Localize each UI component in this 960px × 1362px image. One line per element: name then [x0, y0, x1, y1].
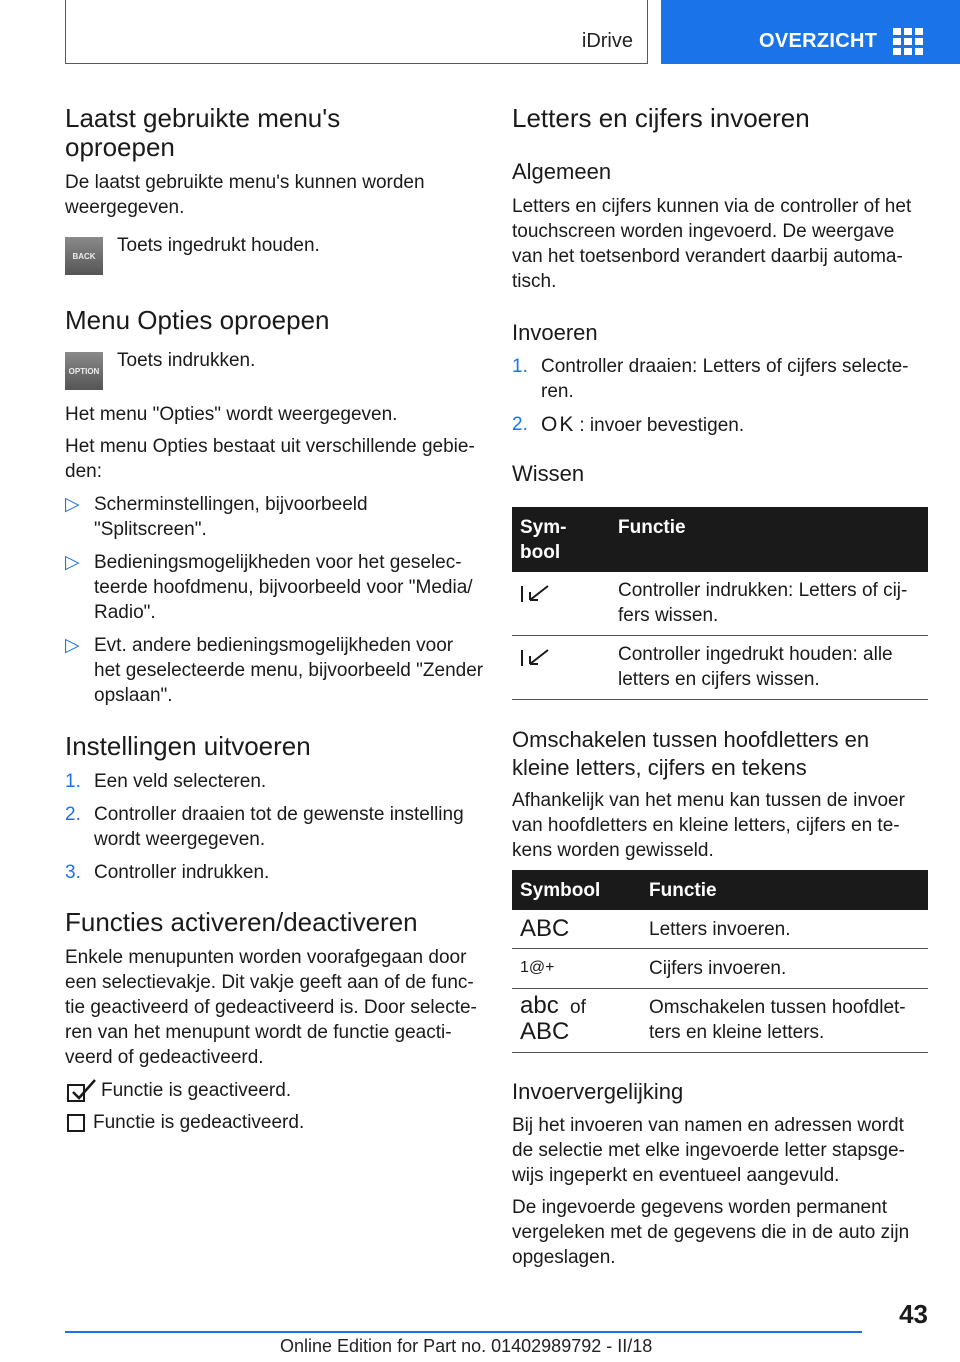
uppercase-symbol: ABC — [520, 915, 570, 942]
edition-text: Online Edition for Part no. 01402989792 - II/18 — [280, 1336, 653, 1356]
comparison-p1: Bij het invoeren van namen en adressen wordt de selectie met elke ingevoerde letter stapsge-wijs ingeperkt en eventueel aangevuld. — [512, 1115, 905, 1186]
table-header: Sym-bool Functie — [512, 507, 928, 572]
general-text: Letters en cijfers kunnen via de controller of het touchscreen worden ingevoerd. De weergave van het toetsenbord verandert daarbij automa-tisch. — [512, 196, 912, 292]
uppercase-symbol: ABC — [520, 1018, 570, 1045]
subtitle-switch-case: Omschakelen tussen hoofdletters en kleine letters, cijfers en tekens — [512, 727, 870, 780]
option-button-icon: OPTION — [65, 352, 103, 390]
option-button-text: Toets indrukken. — [117, 350, 256, 371]
table-row: abc of ABC Omschakelen tussen hoofdlet-ters en kleine letters. — [512, 989, 928, 1053]
numbers-symbol: 1@+ — [520, 959, 555, 976]
triangle-bullet-icon: ▷ — [65, 494, 80, 515]
list-item: ▷ Evt. andere bedieningsmogelijkheden voor het geselecteerde menu, bijvoorbeeld "Zender opslaan". — [65, 635, 484, 706]
settings-steps — [65, 769, 477, 885]
section-title-recent-menus: Laatst gebruikte menu's oproepen — [65, 103, 341, 162]
table-header: Symbool Functie — [512, 870, 928, 910]
list-item: 3. Controller indrukken. — [65, 862, 270, 883]
subtitle-input: Invoeren — [512, 320, 598, 345]
header-section-tab[interactable] — [65, 0, 648, 64]
options-list — [65, 492, 484, 708]
checked-text: Functie is geactiveerd. — [101, 1080, 292, 1101]
options-p2: Het menu Opties bestaat uit verschillende gebie-den: — [65, 436, 475, 482]
table-row: Controller indrukken: Letters of cij-fers wissen. — [512, 572, 928, 636]
unchecked-checkbox-icon — [67, 1113, 87, 1133]
back-button-text: Toets ingedrukt houden. — [117, 235, 320, 256]
subtitle-delete: Wissen — [512, 461, 585, 486]
header-section-label: iDrive — [581, 30, 633, 52]
back-button-icon: BACK — [65, 237, 103, 275]
list-item: 1. Een veld selecteren. — [65, 771, 267, 792]
overview-button[interactable] — [661, 0, 960, 64]
switch-case-text: Afhankelijk van het menu kan tussen de invoer van hoofdletters en kleine letters, cijfers en te-kens worden gewisseld. — [512, 790, 905, 861]
section-title-letters: Letters en cijfers invoeren — [512, 103, 810, 133]
input-steps — [512, 354, 928, 438]
list-item: ▷ Scherminstellingen, bijvoorbeeld "Splitscreen". — [65, 494, 368, 540]
list-item: ▷ Bedieningsmogelijkheden voor het geselec-teerde hoofdmenu, bijvoorbeeld voor "Media/ Radio". — [65, 552, 473, 623]
delete-arrow-icon — [520, 648, 552, 668]
page-number: 43 — [899, 1299, 928, 1329]
section-title-settings: Instellingen uitvoeren — [65, 731, 311, 761]
triangle-bullet-icon: ▷ — [65, 635, 80, 656]
list-item: 2. OK : invoer bevestigen. — [512, 413, 745, 436]
table-row: Controller ingedrukt houden: alle letters en cijfers wissen. — [512, 636, 928, 700]
table-row: ABC Letters invoeren. — [512, 910, 928, 949]
subtitle-comparison: Invoervergelijking — [512, 1079, 684, 1104]
footer-divider — [65, 1331, 862, 1333]
checked-checkbox-icon — [67, 1078, 97, 1102]
comparison-p2: De ingevoerde gegevens worden permanent vergeleken met de gegevens die in de auto zijn opgeslagen. — [512, 1197, 910, 1268]
unchecked-text: Functie is gedeactiveerd. — [93, 1112, 305, 1133]
ok-icon: OK — [541, 413, 576, 436]
list-item: 2. Controller draaien tot de gewenste instelling wordt weergegeven. — [65, 804, 464, 850]
lowercase-symbol: abc — [520, 992, 559, 1019]
grid-icon — [893, 28, 923, 54]
section-title-functions: Functies activeren/deactiveren — [65, 907, 418, 937]
recent-menus-text: De laatst gebruikte menu's kunnen worden weergegeven. — [65, 172, 425, 218]
table-row: 1@+ Cijfers invoeren. — [512, 949, 928, 989]
options-p1: Het menu "Opties" wordt weergegeven. — [65, 404, 398, 425]
triangle-bullet-icon: ▷ — [65, 552, 80, 573]
subtitle-general: Algemeen — [512, 159, 612, 184]
functions-text: Enkele menupunten worden voorafgegaan door een selectievakje. Dit vakje geeft aan of de func-tie geactiveerd of gedeactiveerd is. Door selecte-ren van het menupunt wordt de functie geacti-veerd of gedeactiveerd. — [65, 947, 477, 1068]
delete-arrow-icon — [520, 584, 552, 604]
section-title-options: Menu Opties oproepen — [65, 305, 330, 335]
overview-label: OVERZICHT — [759, 30, 878, 52]
list-item: 1. Controller draaien: Letters of cijfers selecte-ren. — [512, 356, 909, 402]
